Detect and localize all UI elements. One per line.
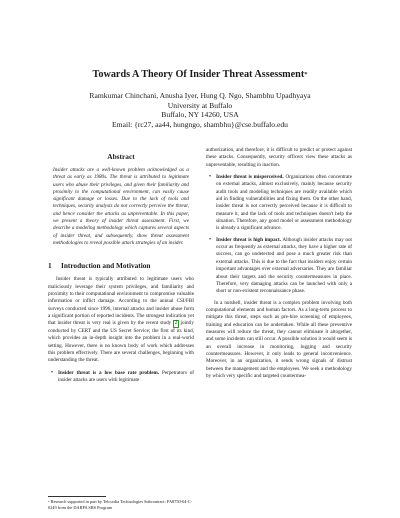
bullet-icon: • bbox=[209, 236, 212, 243]
right-bullet-list bbox=[206, 174, 352, 296]
section-number: 1 bbox=[48, 261, 52, 271]
footnote bbox=[48, 499, 194, 511]
abstract-heading: Abstract bbox=[107, 152, 135, 161]
author-address: Buffalo, NY 14260, USA bbox=[161, 110, 239, 120]
intro-bullet-list bbox=[48, 370, 194, 385]
title-footnote-mark: * bbox=[304, 71, 308, 78]
bullet-lead: Insider threat is a low base rate problem. bbox=[58, 369, 160, 376]
citation-link[interactable] bbox=[173, 320, 179, 328]
author-block bbox=[0, 91, 400, 129]
bullet-lead: Insider threat is misperceived. bbox=[216, 174, 284, 181]
author-affiliation: University at Buffalo bbox=[167, 100, 233, 110]
bullet-lead: Insider threat is high impact. bbox=[216, 236, 282, 243]
continuation-paragraph: authorization, and therefore, it is difficult to predict or protect against these attacks. Consequently, security officers view these attacks as unpreventable, resulting in inaction. bbox=[206, 147, 352, 168]
bullet-item bbox=[206, 237, 352, 296]
bullet-text: Organizations often concentrate on external attacks, almost exclusively, mainly because security audit tools and modeling techniques are readily available which aid in finding vulnerabilities and fixing them. On the other hand, insider threat is not correctly perceived because it is difficult to measure it, and the lack of tools and techniques doesn't help the situation. Therefore, any good model or assessment methodology is already a significant advance. bbox=[216, 174, 352, 232]
summary-paragraph: In a nutshell, insider threat is a complex problem involving both computational elements and human factors. As a long-term process to mitigate this threat, steps such as pre-hire screening of employees, training and education can be undertaken. While all these preventive measures will reduce the threat, they cannot eliminate it altogether, and some incidents can still occur. A possible solution it would seem is an overall increase in monitoring, logging and security countermeasures. However, it only leads to general inconvenience. Moreover, in an organization, it sends wrong signals of distrust between the management and the employees. We seek a methodology by which very specific and targeted countermea- bbox=[206, 299, 352, 379]
citation-number: 2 bbox=[174, 320, 178, 327]
abstract-text: Insider attacks are a well-known problem acknowledged as a threat as early as 1980s. The threat is attributed to legitimate users who abuse their privileges, and given their familiarity and proximity to the computational environment, can easily cause significant damage or losses. Due to the lack of tools and techniques, security analysts do not correctly perceive the threat, and hence consider the attacks as unpreventable. In this paper, we present a theory of insider threat assessment. First, we describe a modeling methodology which captures several aspects of insider threat, and subsequently, show threat assessment methodologies to reveal possible attack strategies of an insider. bbox=[53, 167, 189, 246]
section-heading bbox=[48, 261, 194, 270]
paper-title-text: Towards A Theory Of Insider Threat Assessment bbox=[92, 69, 305, 80]
author-email: Email: {rc27, aa44, hungngo, shambhu}@cse.buffalo.edu bbox=[112, 119, 288, 129]
bullet-icon: • bbox=[51, 369, 54, 376]
right-column bbox=[206, 147, 352, 380]
left-column bbox=[48, 147, 194, 388]
intro-paragraph bbox=[48, 276, 194, 364]
intro-text-before-cite: Insider threat is typically attributed to legitimate users who maliciously leverage their system privileges, and familiarity and proximity to their computational environment to compromise valuable information or inflict damage. According to the annual CSI/FBI surveys conducted since 1996, internal attacks and insider abuse form a significant portion of reported incidents. The strongest indication yet that insider threat is very real is given by the recent study bbox=[48, 276, 194, 327]
paper-title bbox=[0, 69, 400, 81]
footnote-mark: * bbox=[48, 500, 50, 504]
bullet-text: Although insider attacks may not occur as frequently as external attacks, they have a higher rate of success, can go undetected and pose a much greater risk than external attacks. This is due to the fact that insiders enjoy certain important advantages over external adversaries. They are familiar about their targets and the security countermeasures in place. Therefore, very damaging attacks can be launched with only a short or non-existent reconnaissance phase. bbox=[216, 236, 352, 295]
intro-text-after-cite: jointly conducted by CERT and the US Secret Service; the first of its kind, which provides an in-depth insight into the problem in a real-world setting. However, there is no known body of work which addresses this problem effectively. There are several challenges, beginning with understanding the threat. bbox=[48, 320, 194, 364]
bullet-item bbox=[206, 174, 352, 233]
footnote-divider bbox=[48, 496, 106, 497]
bullet-icon: • bbox=[209, 174, 212, 181]
footnote-text: Research supported in part by Telcordia Technologies Subcontract: FA8750-04-C-0249 from the DARPA SRS Program bbox=[48, 499, 193, 510]
bullet-text: Perpetrators of insider attacks are users with legitimate bbox=[58, 369, 194, 383]
bullet-item bbox=[48, 370, 194, 385]
author-names: Ramkumar Chinchani, Anusha Iyer, Hung Q. Ngo, Shambhu Upadhyaya bbox=[89, 91, 311, 100]
section-title: Introduction and Motivation bbox=[61, 261, 151, 271]
